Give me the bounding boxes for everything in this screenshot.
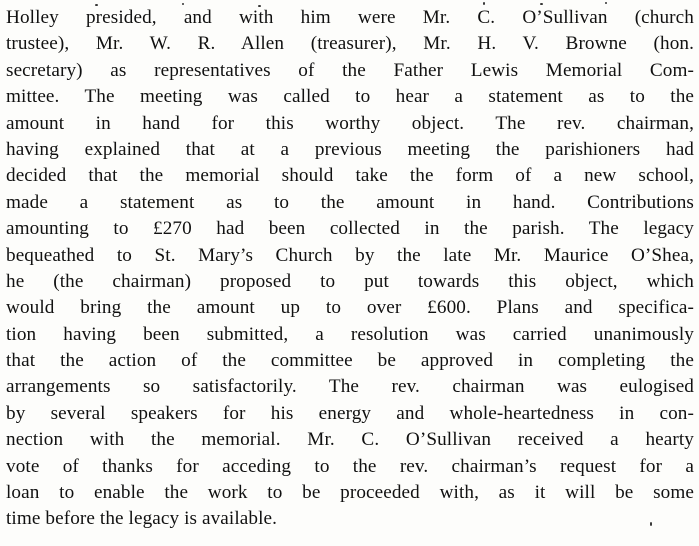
article-line-6: having explained that at a previous meeting the parishioners had [6, 138, 694, 160]
article-line-2: trustee), Mr. W. R. Allen (treasurer), Mr. H. V. Browne (hon. [6, 33, 694, 55]
print-speck [540, 3, 543, 5]
article-line-3: secretary) as representatives of the Father Lewis Memorial Com- [6, 59, 694, 81]
article-line-7: decided that the memorial should take the form of a new school, [6, 165, 694, 187]
article-line-13: tion having been submitted, a resolution was carried unanimously [6, 323, 694, 345]
article-line-17: nection with the memorial. Mr. C. O’Sullivan received a hearty [6, 429, 694, 451]
article-line-11: he (the chairman) proposed to put towards this object, which [6, 270, 694, 292]
article-line-10: bequeathed to St. Mary’s Church by the late Mr. Maurice O’Shea, [6, 244, 694, 266]
article-line-14: that the action of the committee be approved in completing the [6, 350, 694, 372]
article-line-1: Holley presided, and with him were Mr. C. O’Sullivan (church [6, 7, 694, 28]
print-speck [483, 2, 485, 5]
print-speck [258, 5, 261, 7]
article-line-4: mittee. The meeting was called to hear a statement as to the [6, 86, 694, 108]
article-line-5: amount in hand for this worthy object. The rev. chairman, [6, 112, 694, 134]
article-line-18: vote of thanks for acceding to the rev. chairman’s request for a [6, 455, 694, 477]
article-line-9: amounting to £270 had been collected in the parish. The legacy [6, 218, 694, 240]
print-speck [182, 3, 184, 5]
article-line-15: arrangements so satisfactorily. The rev. chairman was eulogised [6, 376, 694, 398]
print-speck [95, 4, 98, 6]
print-speck [605, 2, 607, 4]
article-line-19: loan to enable the work to be proceeded with, as it will be some [6, 482, 694, 504]
article-line-20: time before the legacy is available. [6, 508, 278, 530]
print-speck [650, 522, 652, 526]
article-line-8: made a statement as to the amount in hand. Contributions [6, 191, 694, 213]
article-line-12: would bring the amount up to over £600. Plans and specifica- [6, 297, 694, 319]
article-line-16: by several speakers for his energy and whole-heartedness in con- [6, 402, 694, 424]
article-text [6, 5, 694, 533]
